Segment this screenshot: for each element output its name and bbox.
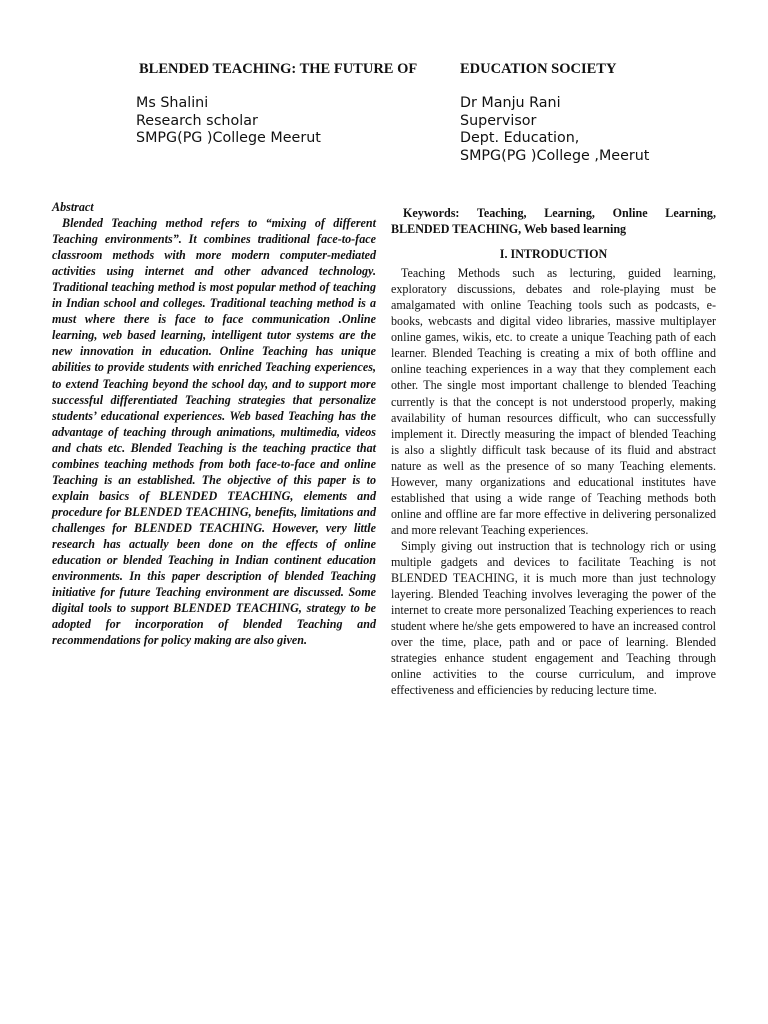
introduction-heading: I. INTRODUCTION <box>499 247 608 262</box>
introduction-paragraph-1: Teaching Methods such as lecturing, guided learning, exploratory discussions, debates and role-playing must be amalgamated with online Teaching tools such as podcasts, e-books, webcasts and digital video libraries, massive multiplayer online games, wikis, etc. to create a unique Teaching path of each learner. Blended Teaching is creating a mix of both offline and online teaching experiences in a way that they complement each other. The single most important challenge to blended Teaching currently is that the concept is not understood properly, making availability of human resources difficult, who can successfully implement it. Directly measuring the impact of blended Teaching is also a slightly difficult task because of its fluid and abstract nature as well as the presence of so many Teaching elements. However, many organizations and educational institutes have established that using a wide range of Teaching methods both online and offline are far more effective in delivering personalized and more relevant Teaching experiences. <box>391 266 716 537</box>
author2-dept: Dept. Education, <box>460 130 580 146</box>
author1-role: Research scholar <box>136 112 258 129</box>
author-block-1 <box>136 95 321 148</box>
body-column <box>391 205 716 698</box>
author-block-2 <box>460 95 649 165</box>
author2-affiliation: SMPG(PG )College ,Meerut <box>460 147 650 164</box>
abstract-heading: Abstract <box>52 200 94 214</box>
author1-affiliation: SMPG(PG )College Meerut <box>136 130 321 146</box>
abstract-column <box>52 199 376 648</box>
title-part-right: EDUCATION SOCIETY <box>460 61 617 77</box>
abstract-text: Blended Teaching method refers to “mixing of different Teaching environments”. It combines traditional face-to-face classroom methods with more modern computer-mediated activities using internet and other advanced technology. Traditional teaching method is most popular method of teaching in Indian school and colleges. Traditional teaching method is a must where there is face to face communication .Online learning, web based learning, intelligent tutor systems are the new innovation in education. Online Teaching has unique abilities to provide students with enriched Teaching experiences, to extend Teaching beyond the school day, and to support more successful differentiated Teaching strategies that personalize students’ educational experiences. Web based Teaching has the advantage of teaching through animations, multimedia, videos and chats etc. Blended Teaching is the teaching practice that combines teaching methods from both face-to-face and online Teaching is an established. The objective of this paper is to explain basics of BLENDED TEACHING, elements and procedure for BLENDED TEACHING, benefits, limitations and challenges for BLENDED TEACHING. However, very little research has actually been done on the effects of online education or blended Teaching in Indian continent education environments. In this paper description of blended Teaching initiative for future Teaching environment are discussed. Some digital tools to support BLENDED TEACHING, strategy to be adopted for incorporation of blended Teaching and recommendations for policy making are also given. <box>52 216 376 648</box>
introduction-paragraph-2: Simply giving out instruction that is technology rich or using multiple gadgets and devices to facilitate Teaching is not BLENDED TEACHING, it is much more than just technology layering. Blended Teaching involves leveraging the power of the internet to create more personalized Teaching experiences to reach student where he/she gets empowered to have an increased control over the time, place, path and or pace of learning. Blended strategies enhance student engagement and Teaching through online activities to the course curriculum, and improve effectiveness and efficiencies by reducing lecture time. <box>391 538 716 698</box>
author2-role: Supervisor <box>460 112 537 129</box>
keywords: Keywords: Teaching, Learning, Online Learning, BLENDED TEACHING, Web based learning <box>391 206 716 237</box>
author1-name: Ms Shalini <box>136 95 209 111</box>
title-part-left: BLENDED TEACHING: THE FUTURE OF <box>139 61 418 77</box>
author2-name: Dr Manju Rani <box>460 95 561 111</box>
